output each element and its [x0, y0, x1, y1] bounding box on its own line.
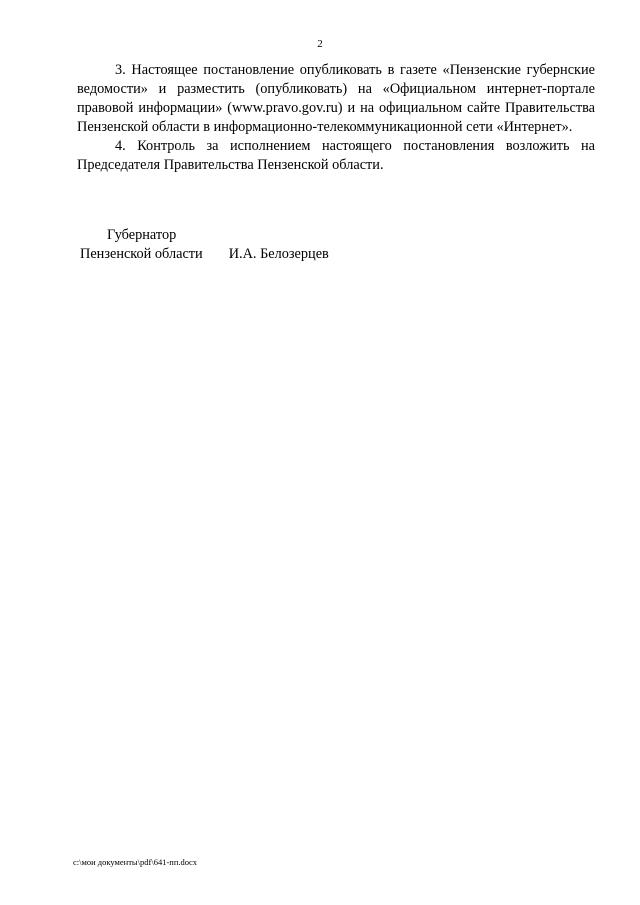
signer-title-line1: Губернатор [107, 227, 177, 243]
signer-name: И.А. Белозерцев [228, 246, 329, 262]
document-body [77, 61, 595, 175]
page-number: 2 [317, 38, 323, 50]
signature-block [80, 226, 329, 264]
paragraph-publication: 3. Настоящее постановление опубликовать в газете «Пензенские губернские ведомости» и разместить (опубликовать) на «Официальном интернет-портале правовой информации» (www.pravo.gov.ru) и на официальном сайте Правительства Пензенской области в информационно-телекоммуникационной сети «Интернет». [77, 62, 595, 135]
footer-file-path: c:\мои документы\pdf\641-пп.docx [73, 857, 198, 867]
signer-title-line2: Пензенской области [80, 246, 203, 262]
paragraph-control: 4. Контроль за исполнением настоящего постановления возложить на Председателя Правительства Пензенской области. [77, 138, 595, 173]
